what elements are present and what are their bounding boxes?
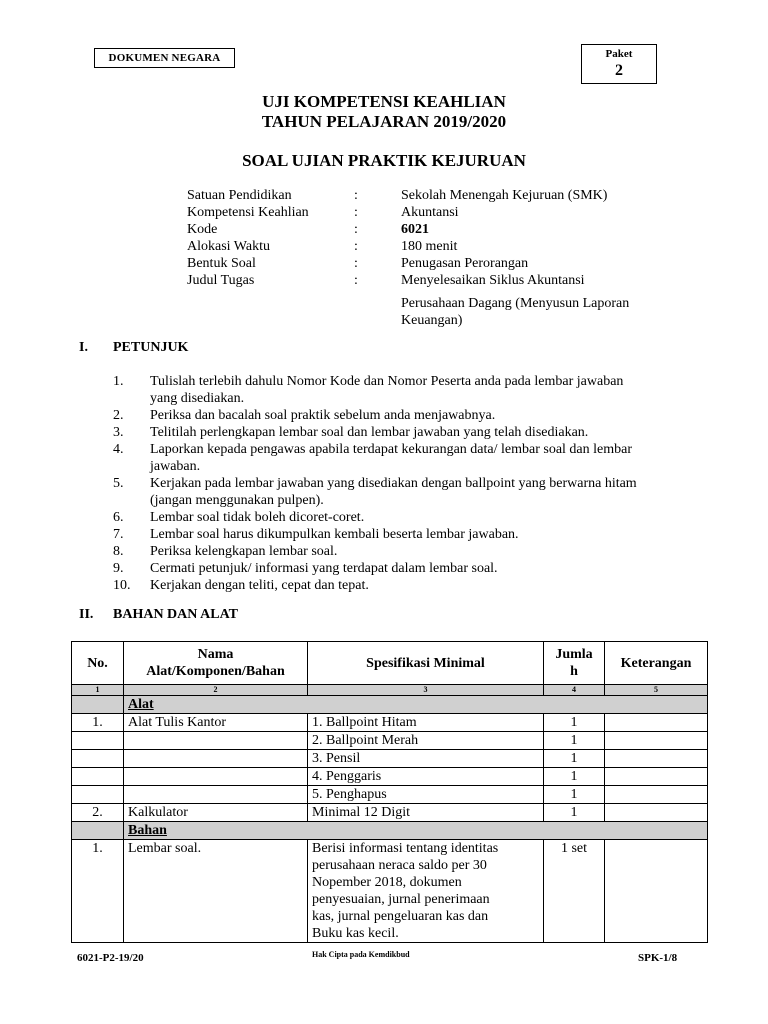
cell-nama: Alat Tulis Kantor	[124, 714, 308, 732]
dokumen-negara-label: DOKUMEN NEGARA	[94, 48, 235, 68]
table-row	[72, 750, 708, 768]
list-item-number: 9.	[113, 561, 124, 576]
index-cell: 3	[308, 685, 544, 696]
list-item-number: 5.	[113, 476, 124, 491]
paket-number: 2	[615, 62, 623, 79]
cell-nama: Lembar soal.	[124, 840, 308, 943]
alat-rows	[72, 714, 708, 822]
list-item-number: 10.	[113, 578, 131, 593]
paket-box	[581, 44, 657, 84]
bahan-alat-table	[71, 641, 708, 943]
cell-spesifikasi: Berisi informasi tentang identitas perusahaan neraca saldo per 30 Nopember 2018, dokumen penyesuaian, jurnal penerimaan kas, jurnal pengeluaran kas dan Buku kas kecil.	[308, 840, 544, 943]
cell-nama	[124, 768, 308, 786]
cell-no	[72, 786, 124, 804]
cell-no: 1.	[72, 840, 124, 943]
list-item-text: Kerjakan pada lembar jawaban yang disediakan dengan ballpoint yang berwarna hitam (jangan menggunakan pulpen).	[150, 476, 637, 508]
cell-nama: Kalkulator	[124, 804, 308, 822]
info-key: Kode	[187, 222, 218, 237]
table-index-row	[72, 685, 708, 696]
list-item-text: Periksa dan bacalah soal praktik sebelum anda menjawabnya.	[150, 408, 496, 423]
cell-jumlah: 1	[544, 732, 605, 750]
info-value: Sekolah Menengah Kejuruan (SMK)	[401, 188, 608, 203]
cell-no	[72, 750, 124, 768]
cell-no	[72, 768, 124, 786]
cell-jumlah: 1	[544, 804, 605, 822]
cell-keterangan	[605, 750, 708, 768]
index-cell: 4	[544, 685, 605, 696]
list-item-number: 7.	[113, 527, 124, 542]
header-nama: Nama Alat/Komponen/Bahan	[124, 642, 308, 685]
list-item-text: Lembar soal tidak boleh dicoret-coret.	[150, 510, 365, 525]
table-header-row	[72, 642, 708, 685]
cell-keterangan	[605, 786, 708, 804]
info-colon: :	[354, 205, 358, 220]
cell-nama	[124, 732, 308, 750]
cell-jumlah: 1	[544, 768, 605, 786]
info-value: Penugasan Perorangan	[401, 256, 529, 271]
cell-keterangan	[605, 804, 708, 822]
title-line3: SOAL UJIAN PRAKTIK KEJURUAN	[242, 151, 526, 170]
list-item-text: Telitilah perlengkapan lembar soal dan lembar jawaban yang telah disediakan.	[150, 425, 589, 440]
cell-no	[72, 732, 124, 750]
header-jumlah: Jumla h	[544, 642, 605, 685]
cell-spesifikasi: 2. Ballpoint Merah	[308, 732, 544, 750]
info-key: Alokasi Waktu	[187, 239, 270, 254]
list-item-text: Kerjakan dengan teliti, cepat dan tepat.	[150, 578, 369, 593]
info-key: Satuan Pendidikan	[187, 188, 292, 203]
section2-number: II.	[79, 607, 94, 622]
cell-no: 1.	[72, 714, 124, 732]
list-item-number: 2.	[113, 408, 124, 423]
index-cell: 2	[124, 685, 308, 696]
header-no: No.	[72, 642, 124, 685]
header-keterangan: Keterangan	[605, 642, 708, 685]
cell-nama	[124, 750, 308, 768]
list-item-number: 8.	[113, 544, 124, 559]
category-row-alat	[72, 696, 708, 714]
cell-jumlah: 1	[544, 786, 605, 804]
list-item-text: Tulislah terlebih dahulu Nomor Kode dan Nomor Peserta anda pada lembar jawaban yang disediakan.	[150, 374, 624, 406]
cell-spesifikasi: 4. Penggaris	[308, 768, 544, 786]
footer-code: 6021-P2-19/20	[77, 952, 144, 964]
list-item-number: 3.	[113, 425, 124, 440]
category-label-bahan: Bahan	[128, 823, 167, 838]
info-key: Bentuk Soal	[187, 256, 256, 271]
index-cell: 5	[605, 685, 708, 696]
info-value: Menyelesaikan Siklus Akuntansi	[401, 273, 585, 288]
title-line1: UJI KOMPETENSI KEAHLIAN	[262, 92, 506, 111]
cell-jumlah: 1	[544, 750, 605, 768]
index-cell: 1	[72, 685, 124, 696]
cell-spesifikasi: 5. Penghapus	[308, 786, 544, 804]
category-label-alat: Alat	[128, 697, 154, 712]
paket-label: Paket	[605, 48, 633, 60]
footer-copyright: Hak Cipta pada Kemdikbud	[312, 950, 410, 959]
table-row	[72, 768, 708, 786]
cell-jumlah: 1 set	[544, 840, 605, 943]
table-row	[72, 786, 708, 804]
cell-spesifikasi: Minimal 12 Digit	[308, 804, 544, 822]
list-item-text: Cermati petunjuk/ informasi yang terdapat dalam lembar soal.	[150, 561, 498, 576]
info-value: 180 menit	[401, 239, 458, 254]
cell-jumlah: 1	[544, 714, 605, 732]
table-row	[72, 840, 708, 943]
info-colon: :	[354, 222, 358, 237]
title-line2: TAHUN PELAJARAN 2019/2020	[261, 112, 507, 131]
cell-keterangan	[605, 714, 708, 732]
cell-keterangan	[605, 732, 708, 750]
list-item-text: Periksa kelengkapan lembar soal.	[150, 544, 338, 559]
info-colon: :	[354, 256, 358, 271]
section1-number: I.	[79, 340, 88, 355]
list-item-number: 4.	[113, 442, 124, 457]
cell-keterangan	[605, 840, 708, 943]
info-key: Judul Tugas	[187, 273, 255, 288]
info-key: Kompetensi Keahlian	[187, 205, 309, 220]
table-row	[72, 804, 708, 822]
category-row-bahan	[72, 822, 708, 840]
cell-keterangan	[605, 768, 708, 786]
cell-spesifikasi: 3. Pensil	[308, 750, 544, 768]
info-value: Akuntansi	[401, 205, 459, 220]
cell-no: 2.	[72, 804, 124, 822]
info-colon: :	[354, 273, 358, 288]
table-row	[72, 714, 708, 732]
section2-title: BAHAN DAN ALAT	[113, 607, 238, 622]
section1-title: PETUNJUK	[113, 340, 189, 355]
footer-page: SPK-1/8	[638, 952, 678, 964]
header-spesifikasi: Spesifikasi Minimal	[308, 642, 544, 685]
list-item-text: Lembar soal harus dikumpulkan kembali beserta lembar jawaban.	[150, 527, 519, 542]
info-colon: :	[354, 188, 358, 203]
info-value: 6021	[401, 222, 429, 237]
list-item-number: 6.	[113, 510, 124, 525]
info-colon: :	[354, 239, 358, 254]
cell-spesifikasi: 1. Ballpoint Hitam	[308, 714, 544, 732]
cell-nama	[124, 786, 308, 804]
list-item-text: Laporkan kepada pengawas apabila terdapat kekurangan data/ lembar soal dan lembar jawaban.	[150, 442, 633, 474]
list-item-number: 1.	[113, 374, 124, 389]
table-row	[72, 732, 708, 750]
